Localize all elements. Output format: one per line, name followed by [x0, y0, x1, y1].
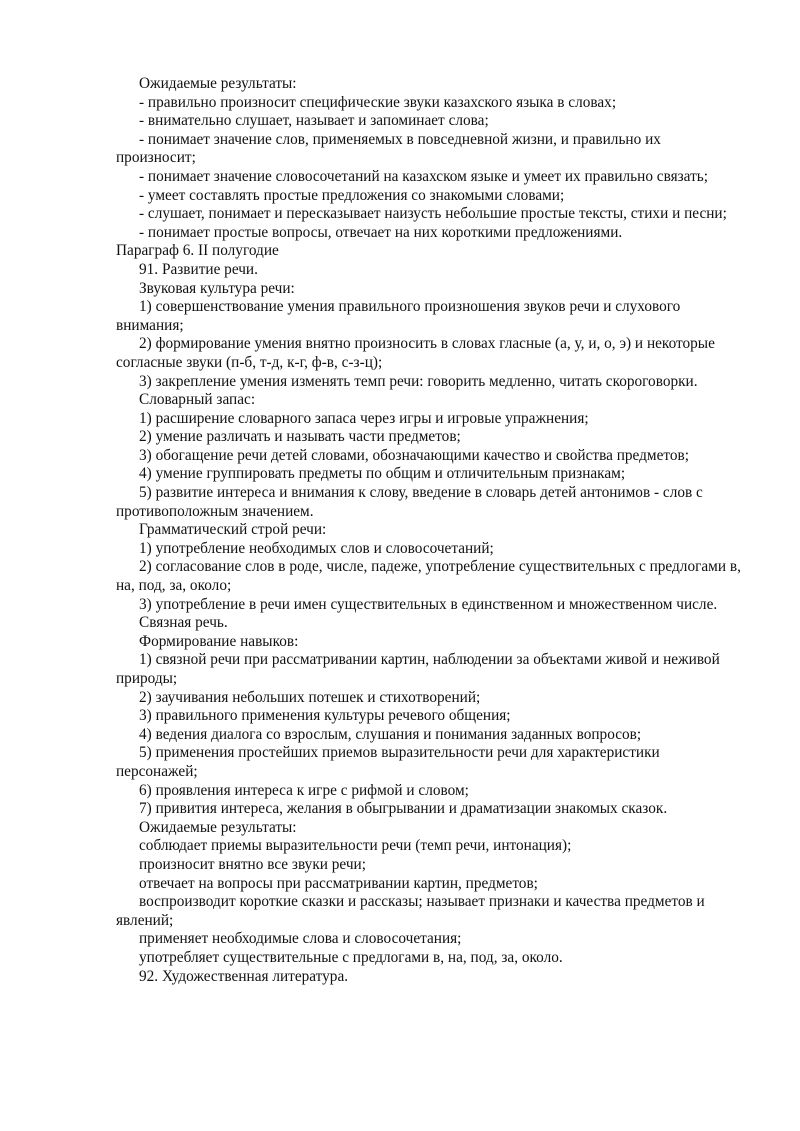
paragraph: 3) обогащение речи детей словами, обозначающими качество и свойства предметов;: [139, 446, 689, 464]
paragraph: 5) применения простейших приемов выразительности речи для характеристики персонажей;: [116, 744, 660, 780]
paragraph: 2) заучивания небольших потешек и стихотворений;: [139, 688, 481, 706]
paragraph: воспроизводит короткие сказки и рассказы; называет признаки и качества предметов и явлений;: [116, 893, 705, 929]
paragraph: 1) расширение словарного запаса через игры и игровые упражнения;: [139, 409, 589, 427]
paragraph: 2) умение различать и называть части предметов;: [139, 428, 461, 446]
paragraph: 1) совершенствование умения правильного произношения звуков речи и слухового внимания;: [116, 298, 681, 334]
paragraph: Звуковая культура речи:: [139, 279, 295, 297]
paragraph: Ожидаемые результаты:: [139, 75, 297, 92]
paragraph: 3) употребление в речи имен существительных в единственном и множественном числе.: [139, 595, 718, 613]
paragraph: 3) правильного применения культуры речевого общения;: [139, 707, 511, 725]
paragraph: - слушает, понимает и пересказывает наизусть небольшие простые тексты, стихи и песни;: [139, 205, 727, 223]
paragraph: 4) ведения диалога со взрослым, слушания и понимания заданных вопросов;: [139, 725, 642, 743]
paragraph: произносит внятно все звуки речи;: [139, 855, 366, 873]
paragraph: - понимает значение словосочетаний на казахском языке и умеет их правильно связать;: [139, 167, 708, 185]
paragraph: - понимает простые вопросы, отвечает на них короткими предложениями.: [139, 223, 623, 241]
paragraph: Формирование навыков:: [139, 632, 299, 650]
paragraph: 2) формирование умения внятно произносить в словах гласные (а, у, и, о, э) и некоторые согласные звуки (п-б, т-д, к-г, ф-в, с-з-ц);: [116, 335, 715, 371]
paragraph: применяет необходимые слова и словосочетания;: [139, 930, 462, 948]
paragraph: - понимает значение слов, применяемых в повседневной жизни, и правильно их произносит;: [116, 130, 661, 167]
paragraph: - умеет составлять простые предложения со знакомыми словами;: [139, 186, 565, 204]
paragraph: 5) развитие интереса и внимания к слову, введение в словарь детей антонимов - слов с противоположным значением.: [116, 484, 703, 520]
section-heading: Параграф 6. II полугодие: [116, 242, 279, 260]
paragraph: отвечает на вопросы при рассматривании картин, предметов;: [139, 874, 538, 892]
paragraph: 91. Развитие речи.: [139, 260, 258, 278]
paragraph: Ожидаемые результаты:: [139, 818, 297, 836]
paragraph: 1) связной речи при рассматривании картин, наблюдении за объектами живой и неживой природы;: [116, 651, 720, 687]
paragraph: употребляет существительные с предлогами в, на, под, за, около.: [139, 948, 563, 966]
paragraph: 6) проявления интереса к игре с рифмой и словом;: [139, 781, 469, 799]
paragraph: 2) согласование слов в роде, числе, падеже, употребление существительных с предлогами в, на, под, за, около;: [116, 558, 741, 595]
paragraph: - правильно произносит специфические звуки казахского языка в словах;: [139, 93, 617, 111]
paragraph: Связная речь.: [139, 614, 228, 632]
paragraph: 7) привития интереса, желания в обыгрывании и драматизации знакомых сказок.: [139, 800, 668, 818]
document-body: [116, 75, 744, 986]
paragraph: 3) закрепление умения изменять темп речи: говорить медленно, читать скороговорки.: [139, 372, 698, 390]
paragraph: 92. Художественная литература.: [139, 967, 349, 985]
paragraph: Словарный запас:: [139, 391, 256, 409]
paragraph: соблюдает приемы выразительности речи (темп речи, интонация);: [139, 837, 572, 855]
paragraph: - внимательно слушает, называет и запоминает слова;: [139, 112, 489, 130]
paragraph: 4) умение группировать предметы по общим и отличительным признакам;: [139, 465, 626, 483]
paragraph: 1) употребление необходимых слов и словосочетаний;: [139, 539, 494, 557]
paragraph: Грамматический строй речи:: [139, 521, 327, 539]
